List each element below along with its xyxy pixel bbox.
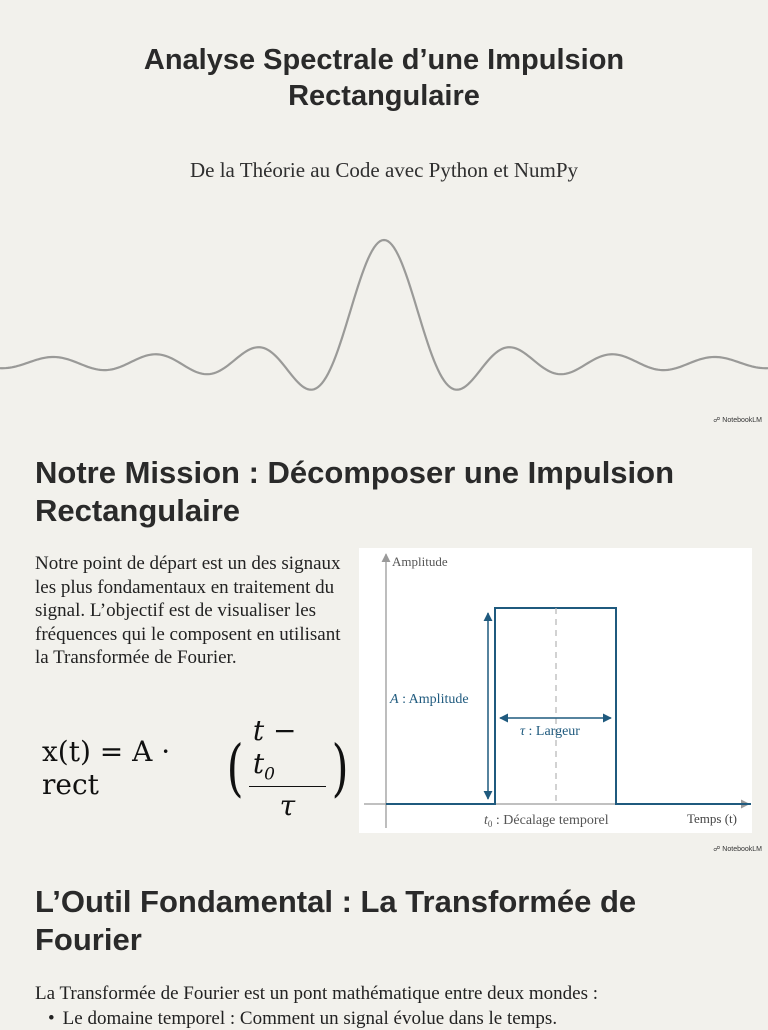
sinc-wave-decoration (0, 225, 768, 420)
brand-label: NotebookLM (722, 416, 762, 424)
slide-subtitle: De la Théorie au Code avec Python et NumPy (189, 158, 579, 182)
formula-lhs: x(t) = A · rect (42, 735, 171, 801)
notebooklm-brand (713, 416, 762, 424)
rect-pulse-diagram (359, 548, 752, 833)
list-item: • Le domaine temporel : Comment un signal évolue dans le temps. (48, 1008, 557, 1030)
width-label: τ : Largeur (520, 724, 580, 739)
y-axis-label: Amplitude (392, 554, 448, 569)
formula-denominator: τ (279, 789, 296, 823)
formula-numerator: $t - t_0$ (249, 714, 326, 788)
section-heading-fourier: L’Outil Fondamental : La Transformée de Fourier (35, 884, 637, 957)
brand-label: NotebookLM (722, 845, 762, 853)
notebooklm-logo-icon: ☍ (713, 417, 721, 424)
x-axis-label: Temps (t) (687, 811, 737, 826)
notebooklm-brand (713, 845, 762, 853)
fourier-bullet-list (48, 1008, 557, 1030)
rect-pulse-formula: x(t) = A · rect ( $\frac{t - t_0}{\tau}$ ) (42, 713, 349, 823)
slide-title: Analyse Spectrale d’une Impulsion Rectangulaire (143, 44, 625, 112)
section-body-fourier: La Transformée de Fourier est un pont mathématique entre deux mondes : (35, 983, 599, 1004)
section-body-mission: Notre point de départ est un des signaux les plus fondamentaux en traitement du signal. L’objectif est de visualiser les fréquences qui le composent en utilisant la Transformée de Fourier. (35, 553, 341, 669)
amplitude-label: A : Amplitude (390, 692, 469, 707)
section-heading-mission: Notre Mission : Décomposer une Impulsion Rectangulaire (35, 455, 675, 528)
time-shift-label: $t_0$ : Décalage temporel (484, 813, 609, 829)
notebooklm-logo-icon: ☍ (713, 846, 721, 853)
